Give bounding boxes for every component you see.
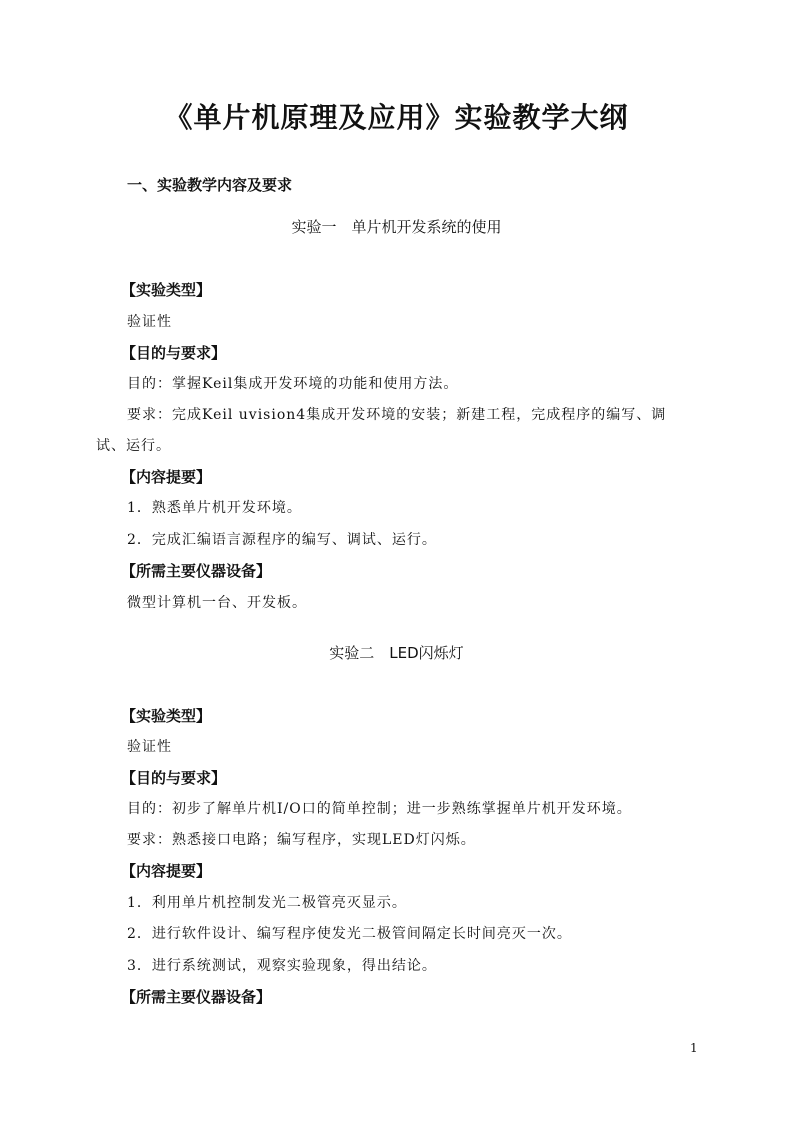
experiment-1-equipment: 微型计算机一台、开发板。	[127, 595, 307, 611]
experiment-2-goal: 目的：初步了解单片机I/O口的简单控制；进一步熟练掌握单片机开发环境。	[127, 801, 632, 817]
experiment-2-content-item: 1．利用单片机控制发光二极管亮灭显示。	[127, 895, 407, 911]
experiment-2-title: 实验二 LED闪烁灯	[329, 644, 464, 662]
experiment-2-content-item: 2．进行软件设计、编写程序使发光二极管间隔定长时间亮灭一次。	[127, 926, 572, 942]
experiment-1-goal-heading: 【目的与要求】	[121, 344, 227, 362]
experiment-1-type-value: 验证性	[127, 314, 172, 330]
experiment-2-type-value: 验证性	[127, 739, 172, 755]
experiment-1-content-item: 1．熟悉单片机开发环境。	[127, 500, 302, 516]
experiment-1-content-item: 2．完成汇编语言源程序的编写、调试、运行。	[127, 532, 437, 548]
experiment-1-goal: 目的：掌握Keil集成开发环境的功能和使用方法。	[127, 376, 459, 392]
experiment-1-title: 实验一 单片机开发系统的使用	[291, 218, 502, 236]
experiment-2-requirement: 要求：熟悉接口电路；编写程序，实现LED灯闪烁。	[127, 832, 476, 848]
experiment-2-goal-heading: 【目的与要求】	[121, 769, 227, 787]
experiment-2-content-heading: 【内容提要】	[121, 862, 212, 880]
experiment-1-equipment-heading: 【所需主要仪器设备】	[121, 562, 272, 580]
experiment-2-content-item: 3．进行系统测试，观察实验现象，得出结论。	[127, 958, 437, 974]
experiment-2-type-heading: 【实验类型】	[121, 707, 212, 725]
document-title: 《单片机原理及应用》实验教学大纲	[164, 101, 629, 134]
experiment-2-equipment-heading: 【所需主要仪器设备】	[121, 988, 272, 1006]
experiment-1-type-heading: 【实验类型】	[121, 281, 212, 299]
section-heading: 一、实验教学内容及要求	[127, 176, 293, 194]
experiment-1-requirement: 要求：完成Keil uvision4集成开发环境的安装；新建工程，完成程序的编写、调	[127, 407, 667, 423]
page-number: 1	[690, 1041, 698, 1055]
experiment-1-content-heading: 【内容提要】	[121, 468, 212, 486]
experiment-1-requirement-continued: 试、运行。	[96, 438, 171, 454]
